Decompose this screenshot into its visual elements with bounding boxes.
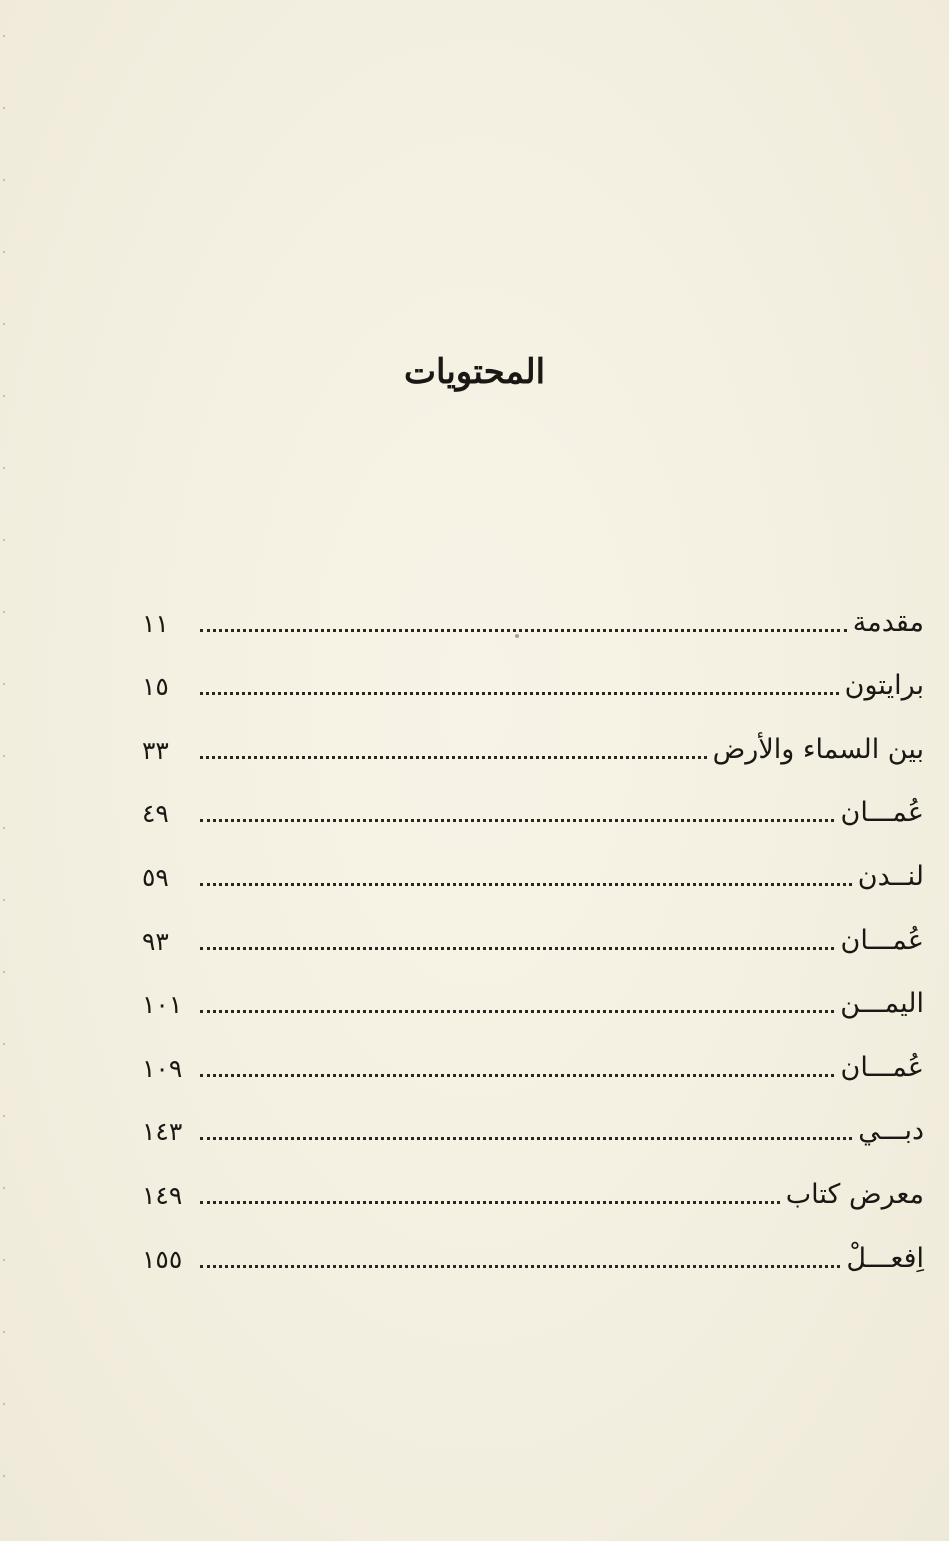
toc-entry-page: ٣٣ (142, 735, 169, 765)
toc-dot-leader (200, 629, 847, 632)
toc-entry-title: اِفعـــلْ (846, 1242, 924, 1274)
page-edge-binding-dots (2, 0, 6, 1541)
toc-dot-leader (200, 1265, 840, 1268)
toc-dot-leader (200, 756, 707, 759)
toc-entry-page: ١١ (142, 608, 169, 638)
toc-entry-page: ٤٩ (142, 799, 169, 829)
toc-entry-title: برايتون (844, 670, 924, 702)
toc-entry-page: ٩٣ (142, 926, 169, 956)
toc-entry-page: ١٠١ (142, 990, 183, 1020)
toc-entry-title: عُمـــان (840, 1051, 924, 1083)
table-of-contents (142, 572, 924, 1272)
toc-entry (142, 826, 924, 890)
toc-entry (142, 1081, 924, 1145)
toc-entry-title: معرض كتاب (785, 1178, 924, 1210)
toc-entry-title: دبـــي (858, 1115, 924, 1147)
toc-entry-title: اليمـــن (840, 988, 924, 1020)
toc-dot-leader (200, 1137, 852, 1140)
page-title: المحتويات (403, 352, 546, 392)
toc-entry-page: ١٥ (142, 672, 169, 702)
toc-dot-leader (200, 1010, 834, 1013)
toc-dot-leader (200, 1074, 834, 1077)
toc-entry-title: عُمـــان (840, 797, 924, 829)
toc-entry (142, 636, 924, 700)
toc-entry (142, 572, 924, 636)
toc-entry-page: ١٠٩ (142, 1053, 183, 1083)
toc-entry-title: عُمـــان (840, 924, 924, 956)
toc-entry (142, 954, 924, 1018)
toc-entry-page: ٥٩ (142, 862, 169, 892)
toc-entry-title: مقدمة (852, 606, 924, 638)
toc-dot-leader (200, 947, 834, 950)
toc-entry (142, 699, 924, 763)
toc-dot-leader (200, 692, 839, 695)
toc-entry (142, 1208, 924, 1272)
toc-dot-leader (200, 819, 834, 822)
toc-dot-leader (200, 1201, 780, 1204)
toc-entry-page: ١٤٣ (142, 1117, 183, 1147)
toc-entry-title: بين السماء والأرض (712, 733, 924, 765)
toc-entry (142, 890, 924, 954)
toc-dot-leader (200, 883, 852, 886)
toc-entry-page: ١٤٩ (142, 1180, 183, 1210)
toc-entry (142, 763, 924, 827)
toc-entry (142, 1144, 924, 1208)
toc-entry (142, 1017, 924, 1081)
toc-entry-title: لنــدن (857, 860, 924, 892)
toc-entry-page: ١٥٥ (142, 1244, 183, 1274)
